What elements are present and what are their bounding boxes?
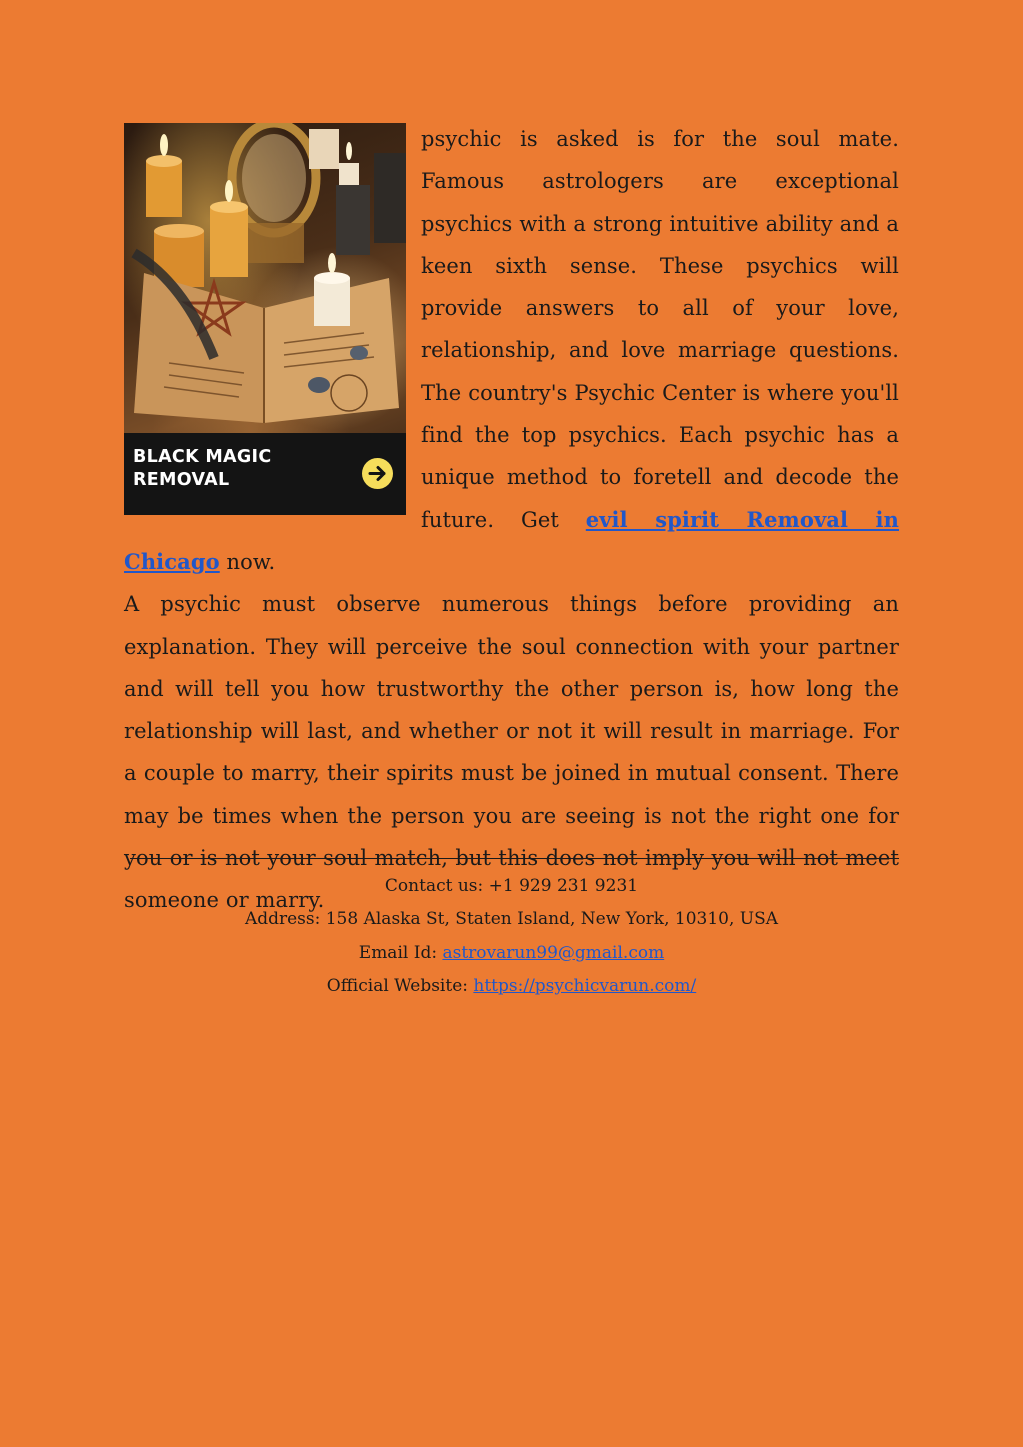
main-content — [124, 118, 899, 922]
ad-banner-label: BLACK MAGIC REMOVAL — [133, 447, 272, 490]
paragraph-psychic-observation: A psychic must observe numerous things before providing an explanation. They will perceive the soul connection with your partner and will tell you how trustworthy the other person is, how long the relationship will last, and whether or not it will result in marriage. For a couple to marry, their spirits must be joined in mutual consent. There may be times when the person you are seeing is not the right one for you or is not your soul match, but this does not imply you will not meet someone or marry. — [124, 592, 899, 913]
evil-spirit-removal-link[interactable]: evil spirit Removal in Chicago — [124, 506, 899, 574]
website-link[interactable]: https://psychicvarun.com/ — [473, 975, 697, 996]
arrow-right-circle-icon[interactable] — [362, 458, 393, 489]
contact-email-line — [124, 937, 899, 970]
contact-phone: Contact us: +1 929 231 9231 — [384, 876, 639, 896]
paragraph1-tail: now. — [219, 549, 276, 574]
contact-footer — [124, 870, 899, 1003]
email-link[interactable]: astrovarun99@gmail.com — [442, 942, 665, 963]
website-label: Official Website: — [326, 975, 474, 996]
candles-and-book-illustration — [124, 123, 406, 433]
footer-divider — [130, 858, 899, 859]
contact-website-line — [124, 970, 899, 1003]
black-magic-removal-image[interactable] — [124, 123, 406, 515]
ad-banner[interactable] — [124, 433, 406, 515]
contact-address: Address: 158 Alaska St, Staten Island, New York, 10310, USA — [244, 909, 779, 930]
paragraph1-text: psychic is asked is for the soul mate. Famous astrologers are exceptional psychics with a strong intuitive ability and a keen sixth sense. These psychics will provide answers to all of your love, relationship, and love marriage questions. The country's Psychic Center is where you'll find the top psychics. Each psychic has a unique method to foretell and decode the future. Get — [421, 127, 899, 532]
email-label: Email Id: — [358, 942, 443, 963]
